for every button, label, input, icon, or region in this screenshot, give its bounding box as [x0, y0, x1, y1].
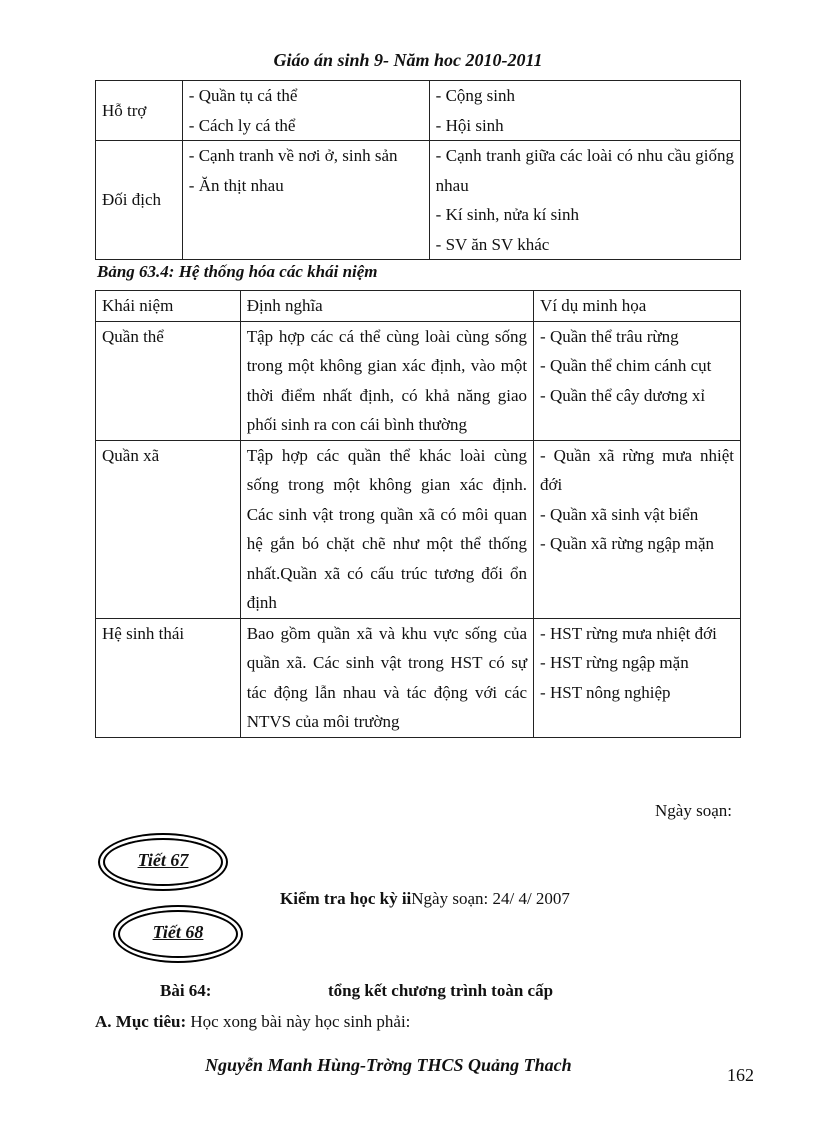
table-row — [96, 618, 741, 737]
objective-label: A. Mục tiêu: — [95, 1012, 187, 1031]
definition-cell: Tập hợp các cá thể cùng loài cùng sống trong một không gian xác định, vào một thời điểm nhất định, có khả năng giao phối sinh ra con cái bình thường — [240, 321, 533, 440]
list-item: - Quần thể chim cánh cụt — [540, 356, 712, 375]
column-header: Định nghĩa — [240, 291, 533, 322]
objective-text: Học xong bài này học sinh phải: — [190, 1012, 411, 1031]
exam-date: Ngày soạn: 24/ 4/ 2007 — [411, 889, 570, 908]
list-item: - Quần thể cây dương xỉ — [540, 385, 706, 405]
table-header-row — [96, 291, 741, 322]
examples-cell — [534, 321, 741, 440]
list-item: - SV ăn SV khác — [435, 234, 550, 254]
list-item: - Quần xã rừng ngập mặn — [540, 534, 715, 553]
page-footer: Nguyễn Manh Hùng-Trờng THCS Quảng Thach — [205, 1055, 572, 1075]
exam-line — [280, 889, 570, 909]
list-item: - Ăn thịt nhau — [188, 175, 284, 195]
badge-label: Tiết 67 — [137, 850, 189, 870]
relationship-table — [95, 80, 741, 260]
list-item: - Kí sinh, nửa kí sinh — [435, 205, 579, 224]
diff-species-cell — [429, 141, 740, 260]
concept-cell: Hệ sinh thái — [96, 618, 241, 737]
list-item: - Quần tụ cá thể — [188, 86, 298, 105]
same-species-cell — [182, 81, 429, 141]
column-header: Ví dụ minh họa — [534, 291, 741, 322]
list-item: - HST nông nghiệp — [540, 682, 671, 702]
definition-cell: Tập hợp các quần thể khác loài cùng sống trong một không gian xác định. Các sinh vật trong quần xã có môi quan hệ gắn bó chặt chẽ như một thể thống nhất.Quần xã có cấu trúc tương đối ổn định — [240, 440, 533, 618]
lesson-title: tổng kết chương trình toàn cấp — [328, 981, 554, 1000]
objective-line — [95, 1012, 410, 1032]
page-header: Giáo án sinh 9- Năm hoc 2010-2011 — [273, 50, 543, 70]
list-item: - Hội sinh — [435, 115, 504, 135]
list-item: - Quần xã sinh vật biển — [540, 504, 699, 524]
list-item: - HST rừng ngập mặn — [540, 653, 689, 672]
list-item: - Quần thể trâu rừng — [540, 326, 679, 346]
concept-cell: Quần thể — [96, 321, 241, 440]
list-item: - Cộng sinh — [435, 86, 516, 105]
exam-title: Kiểm tra học kỳ ii — [280, 889, 412, 908]
table-row — [96, 141, 741, 260]
tiet-68-badge — [118, 910, 238, 958]
tiet-67-badge — [103, 838, 223, 886]
list-item: - Quần xã rừng mưa nhiệt đới — [540, 445, 734, 494]
examples-cell — [534, 440, 741, 618]
table-row — [96, 440, 741, 618]
table-row — [96, 81, 741, 141]
list-item: - HST rừng mưa nhiệt đới — [540, 623, 717, 643]
date-label: Ngày soạn: — [655, 801, 732, 820]
list-item: - Cách ly cá thể — [188, 115, 296, 135]
list-item: - Cạnh tranh giữa các loài có nhu cầu giống nhau — [435, 146, 734, 195]
page-number: 162 — [727, 1065, 754, 1085]
table-caption: Bảng 63.4: Hệ thống hóa các khái niệm — [97, 262, 378, 281]
relation-type-cell: Đối địch — [96, 141, 183, 260]
same-species-cell — [182, 141, 429, 260]
concept-table — [95, 290, 741, 738]
definition-cell: Bao gồm quần xã và khu vực sống của quần xã. Các sinh vật trong HST có sự tác động lẫn nhau và tác động với các NTVS của môi trường — [240, 618, 533, 737]
examples-cell — [534, 618, 741, 737]
list-item: - Cạnh tranh về nơi ở, sinh sản — [188, 146, 398, 165]
column-header: Khái niệm — [96, 291, 241, 322]
concept-cell: Quần xã — [96, 440, 241, 618]
badge-label: Tiết 68 — [152, 922, 204, 942]
lesson-number: Bài 64: — [160, 981, 212, 1000]
table-row — [96, 321, 741, 440]
relation-type-cell: Hỗ trợ — [96, 81, 183, 141]
diff-species-cell — [429, 81, 740, 141]
